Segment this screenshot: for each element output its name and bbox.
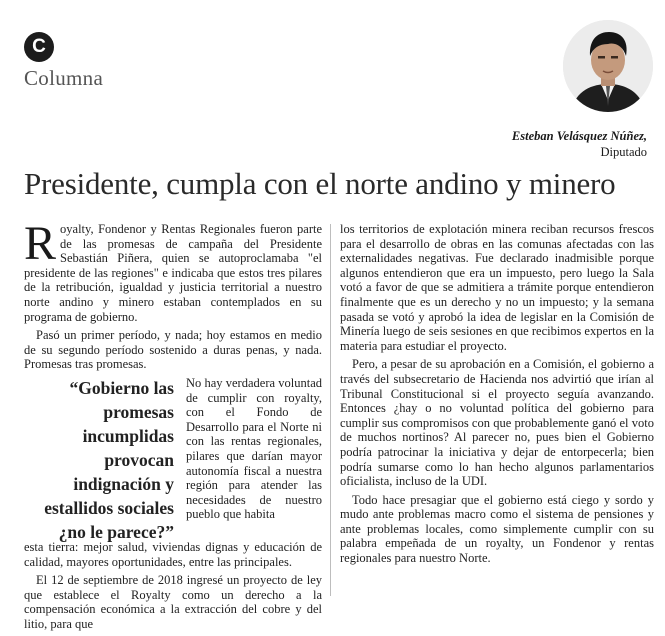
article-column-left [24,217,322,636]
paragraph-2-continued: esta tierra: mejor salud, viviendas dignas y educación de calidad, mayores oportunidades, entre las principales. [24,539,322,569]
author-role: Diputado [600,145,647,159]
paragraph-3: El 12 de septiembre de 2018 ingresé un proyecto de ley que establece el Royalty como un derecho a la compensación económica a la extracción del cobre y del litio, para que [24,573,322,631]
paragraph-3-continued: los territorios de explotación minera reciban recursos frescos para el desarrollo de obras en las comunas afectadas con las externalidades negativas. Fue declarado inadmisible porque algunos entendieron que era un impuesto, pero luego la Sala votó a favor de que se admitiera a trámite porque entendieron finalmente que es un derecho y no un impuesto; y la semana pasada se votó y aprobó la idea de legislar en la Comisión de Minería luego de seis sesiones en que recibimos expertos en la materia para estudiar el proyecto. [340,222,654,353]
author-byline [512,128,647,160]
paragraph-5: Todo hace presagiar que el gobierno está ciego y sordo y mudo ante problemas macro como el sistema de pensiones y ante problemas locales, como simplemente cumplir con su palabra empeñada de un royalty, un Fondenor y rentas regionales para nuestro Norte. [340,492,654,566]
paragraph-2-side: No hay verdadera voluntad de cumplir con royalty, con el Fondo de Desarrollo para el Norte ni con las rentas regionales, pilares que darían mayor autonomía fiscal a nuestra región para atender las necesidades de nuestro pueblo que habita [186,375,322,522]
article-column-right [340,222,654,570]
pull-quote: “Gobierno las promesas incumplidas provocan indignación y estallidos sociales ¿no le parece?” [44,377,174,542]
column-divider [330,224,331,596]
section-label: Columna [24,66,104,90]
paragraph-2: Pasó un primer período, y nada; hoy estamos en medio de su segundo período sostenido a duras penas, y nada. Promesas tras promesas. [24,328,322,372]
column-badge: C [24,32,54,62]
drop-cap: R [24,217,57,270]
author-photo [563,20,653,112]
pull-quote-block [24,375,322,542]
article-headline: Presidente, cumpla con el norte andino y minero [24,166,616,201]
paragraph-4: Pero, a pesar de su aprobación en a Comisión, el gobierno a través del subsecretario de Hacienda nos advirtió que irían al Tribunal Constitucional si el proyecto seguía avanzando. Entonces ¿hay o no voluntad política del gobierno para cumplir sus compromisos con que probablemente ganó el voto de muchos nortinos? Al parecer no, pues bien el Gobierno podría patrocinar la iniciativa y dejar de entorpecerla; bien podría sumarse como lo han hecho algunos parlamentarios oficialista, incluso de la UDI. [340,357,654,489]
author-name: Esteban Velásquez Núñez, [511,129,647,143]
paragraph-1: Royalty, Fondenor y Rentas Regionales fueron parte de las promesas de campaña del Presidente Sebastián Piñera, quien se autoproclamaba "el presidente de las regiones" e indicaba que estos tres pilares de la retribución, igualdad y justicia territorial a nuestro norte andino y minero estaban contemplados en su programa de gobierno. [24,217,322,324]
